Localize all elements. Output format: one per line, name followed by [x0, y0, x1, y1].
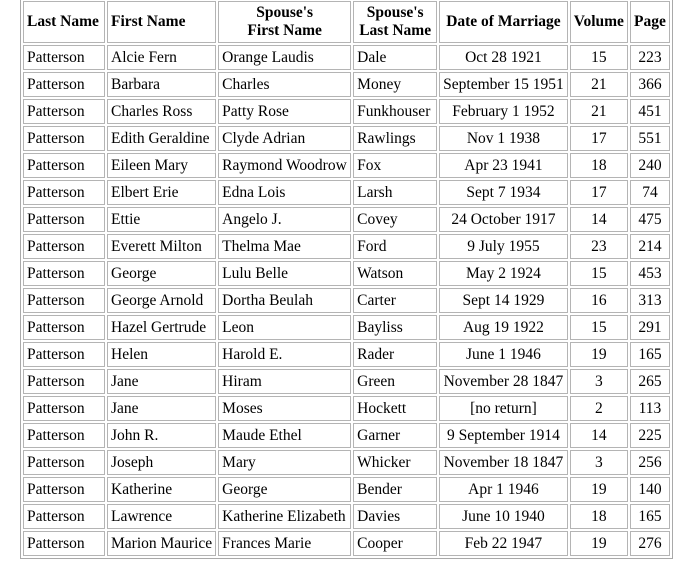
table-row — [23, 396, 670, 421]
table-row — [23, 450, 670, 475]
page-cell: 276 — [630, 531, 670, 556]
date-of-marriage-cell: June 10 1940 — [439, 504, 568, 529]
spouse-first-name-cell: Harold E. — [218, 342, 351, 367]
volume-cell: 17 — [570, 180, 628, 205]
marriage-records-table — [20, 0, 673, 559]
first-name-cell: Charles Ross — [107, 99, 216, 124]
header-volume: Volume — [570, 1, 628, 43]
last-name-cell: Patterson — [23, 207, 105, 232]
header-date-of-marriage: Date of Marriage — [439, 1, 568, 43]
date-of-marriage-cell: September 15 1951 — [439, 72, 568, 97]
spouse-last-name-cell: Covey — [353, 207, 437, 232]
spouse-last-name-cell: Fox — [353, 153, 437, 178]
header-first-name: First Name — [107, 1, 216, 43]
spouse-last-name-cell: Rawlings — [353, 126, 437, 151]
first-name-cell: John R. — [107, 423, 216, 448]
first-name-cell: Everett Milton — [107, 234, 216, 259]
volume-cell: 16 — [570, 288, 628, 313]
date-of-marriage-cell: Sept 14 1929 — [439, 288, 568, 313]
date-of-marriage-cell: February 1 1952 — [439, 99, 568, 124]
first-name-cell: Marion Maurice — [107, 531, 216, 556]
page-cell: 74 — [630, 180, 670, 205]
volume-cell: 21 — [570, 99, 628, 124]
table-body — [23, 45, 670, 556]
spouse-last-name-cell: Bender — [353, 477, 437, 502]
last-name-cell: Patterson — [23, 369, 105, 394]
table-row — [23, 234, 670, 259]
volume-cell: 15 — [570, 45, 628, 70]
spouse-last-name-cell: Whicker — [353, 450, 437, 475]
date-of-marriage-cell: Apr 1 1946 — [439, 477, 568, 502]
table-row — [23, 531, 670, 556]
spouse-last-name-cell: Cooper — [353, 531, 437, 556]
volume-cell: 19 — [570, 477, 628, 502]
marriage-records — [20, 0, 673, 559]
spouse-first-name-cell: Orange Laudis — [218, 45, 351, 70]
volume-cell: 3 — [570, 450, 628, 475]
table-row — [23, 369, 670, 394]
header-last-name: Last Name — [23, 1, 105, 43]
last-name-cell: Patterson — [23, 72, 105, 97]
volume-cell: 19 — [570, 342, 628, 367]
spouse-first-name-cell: Dortha Beulah — [218, 288, 351, 313]
page-cell: 366 — [630, 72, 670, 97]
page-cell: 223 — [630, 45, 670, 70]
table-row — [23, 153, 670, 178]
date-of-marriage-cell: Feb 22 1947 — [439, 531, 568, 556]
page-cell: 214 — [630, 234, 670, 259]
first-name-cell: Barbara — [107, 72, 216, 97]
last-name-cell: Patterson — [23, 99, 105, 124]
page-cell: 165 — [630, 504, 670, 529]
first-name-cell: Jane — [107, 396, 216, 421]
spouse-last-name-cell: Money — [353, 72, 437, 97]
first-name-cell: Katherine — [107, 477, 216, 502]
spouse-last-name-cell: Green — [353, 369, 437, 394]
volume-cell: 21 — [570, 72, 628, 97]
volume-cell: 2 — [570, 396, 628, 421]
table-row — [23, 288, 670, 313]
last-name-cell: Patterson — [23, 288, 105, 313]
last-name-cell: Patterson — [23, 477, 105, 502]
spouse-first-name-cell: Katherine Elizabeth — [218, 504, 351, 529]
volume-cell: 17 — [570, 126, 628, 151]
page-cell: 240 — [630, 153, 670, 178]
table-row — [23, 315, 670, 340]
date-of-marriage-cell: May 2 1924 — [439, 261, 568, 286]
header-row — [23, 1, 670, 43]
spouse-first-name-cell: Charles — [218, 72, 351, 97]
last-name-cell: Patterson — [23, 153, 105, 178]
header-spouse-first-name — [218, 1, 351, 43]
page-cell: 451 — [630, 99, 670, 124]
spouse-first-name-cell: Thelma Mae — [218, 234, 351, 259]
spouse-first-name-cell: Maude Ethel — [218, 423, 351, 448]
date-of-marriage-cell: June 1 1946 — [439, 342, 568, 367]
last-name-cell: Patterson — [23, 423, 105, 448]
volume-cell: 15 — [570, 315, 628, 340]
header-spouse-last-line1: Spouse's — [366, 4, 424, 21]
volume-cell: 18 — [570, 153, 628, 178]
spouse-first-name-cell: Lulu Belle — [218, 261, 351, 286]
first-name-cell: Hazel Gertrude — [107, 315, 216, 340]
page-cell: 453 — [630, 261, 670, 286]
date-of-marriage-cell: 9 July 1955 — [439, 234, 568, 259]
first-name-cell: Jane — [107, 369, 216, 394]
table-row — [23, 45, 670, 70]
date-of-marriage-cell: Nov 1 1938 — [439, 126, 568, 151]
header-spouse-last-name — [353, 1, 437, 43]
volume-cell: 18 — [570, 504, 628, 529]
header-spouse-first-line1: Spouse's — [256, 4, 314, 21]
volume-cell: 15 — [570, 261, 628, 286]
spouse-first-name-cell: Hiram — [218, 369, 351, 394]
table-row — [23, 342, 670, 367]
last-name-cell: Patterson — [23, 261, 105, 286]
header-spouse-first-line2: First Name — [247, 22, 322, 39]
table-row — [23, 126, 670, 151]
last-name-cell: Patterson — [23, 450, 105, 475]
page-cell: 313 — [630, 288, 670, 313]
first-name-cell: Alcie Fern — [107, 45, 216, 70]
volume-cell: 14 — [570, 423, 628, 448]
page-cell: 551 — [630, 126, 670, 151]
spouse-last-name-cell: Carter — [353, 288, 437, 313]
spouse-last-name-cell: Davies — [353, 504, 437, 529]
spouse-last-name-cell: Ford — [353, 234, 437, 259]
table-row — [23, 72, 670, 97]
last-name-cell: Patterson — [23, 180, 105, 205]
spouse-first-name-cell: Frances Marie — [218, 531, 351, 556]
date-of-marriage-cell: November 18 1847 — [439, 450, 568, 475]
table-row — [23, 423, 670, 448]
first-name-cell: Edith Geraldine — [107, 126, 216, 151]
page-cell: 165 — [630, 342, 670, 367]
date-of-marriage-cell: Apr 23 1941 — [439, 153, 568, 178]
last-name-cell: Patterson — [23, 234, 105, 259]
spouse-first-name-cell: George — [218, 477, 351, 502]
spouse-first-name-cell: Mary — [218, 450, 351, 475]
date-of-marriage-cell: Oct 28 1921 — [439, 45, 568, 70]
volume-cell: 14 — [570, 207, 628, 232]
last-name-cell: Patterson — [23, 315, 105, 340]
table-row — [23, 477, 670, 502]
date-of-marriage-cell: 24 October 1917 — [439, 207, 568, 232]
first-name-cell: Lawrence — [107, 504, 216, 529]
spouse-last-name-cell: Watson — [353, 261, 437, 286]
spouse-last-name-cell: Funkhouser — [353, 99, 437, 124]
table-row — [23, 99, 670, 124]
page-cell: 265 — [630, 369, 670, 394]
first-name-cell: George — [107, 261, 216, 286]
first-name-cell: Helen — [107, 342, 216, 367]
page-cell: 225 — [630, 423, 670, 448]
page-cell: 113 — [630, 396, 670, 421]
page-cell: 140 — [630, 477, 670, 502]
spouse-first-name-cell: Angelo J. — [218, 207, 351, 232]
volume-cell: 3 — [570, 369, 628, 394]
header-page: Page — [630, 1, 670, 43]
page-cell: 256 — [630, 450, 670, 475]
table-row — [23, 261, 670, 286]
page-cell: 475 — [630, 207, 670, 232]
date-of-marriage-cell: Sept 7 1934 — [439, 180, 568, 205]
volume-cell: 19 — [570, 531, 628, 556]
spouse-first-name-cell: Patty Rose — [218, 99, 351, 124]
first-name-cell: Elbert Erie — [107, 180, 216, 205]
spouse-first-name-cell: Raymond Woodrow — [218, 153, 351, 178]
spouse-last-name-cell: Bayliss — [353, 315, 437, 340]
header-spouse-last-line2: Last Name — [359, 22, 432, 39]
date-of-marriage-cell: November 28 1847 — [439, 369, 568, 394]
spouse-last-name-cell: Hockett — [353, 396, 437, 421]
spouse-last-name-cell: Garner — [353, 423, 437, 448]
spouse-first-name-cell: Edna Lois — [218, 180, 351, 205]
spouse-last-name-cell: Larsh — [353, 180, 437, 205]
table-row — [23, 180, 670, 205]
last-name-cell: Patterson — [23, 396, 105, 421]
date-of-marriage-cell: [no return] — [439, 396, 568, 421]
volume-cell: 23 — [570, 234, 628, 259]
spouse-last-name-cell: Dale — [353, 45, 437, 70]
first-name-cell: George Arnold — [107, 288, 216, 313]
last-name-cell: Patterson — [23, 531, 105, 556]
spouse-first-name-cell: Clyde Adrian — [218, 126, 351, 151]
last-name-cell: Patterson — [23, 342, 105, 367]
first-name-cell: Ettie — [107, 207, 216, 232]
last-name-cell: Patterson — [23, 504, 105, 529]
last-name-cell: Patterson — [23, 45, 105, 70]
date-of-marriage-cell: Aug 19 1922 — [439, 315, 568, 340]
table-row — [23, 207, 670, 232]
first-name-cell: Joseph — [107, 450, 216, 475]
last-name-cell: Patterson — [23, 126, 105, 151]
first-name-cell: Eileen Mary — [107, 153, 216, 178]
table-row — [23, 504, 670, 529]
page-cell: 291 — [630, 315, 670, 340]
date-of-marriage-cell: 9 September 1914 — [439, 423, 568, 448]
spouse-first-name-cell: Leon — [218, 315, 351, 340]
spouse-last-name-cell: Rader — [353, 342, 437, 367]
spouse-first-name-cell: Moses — [218, 396, 351, 421]
